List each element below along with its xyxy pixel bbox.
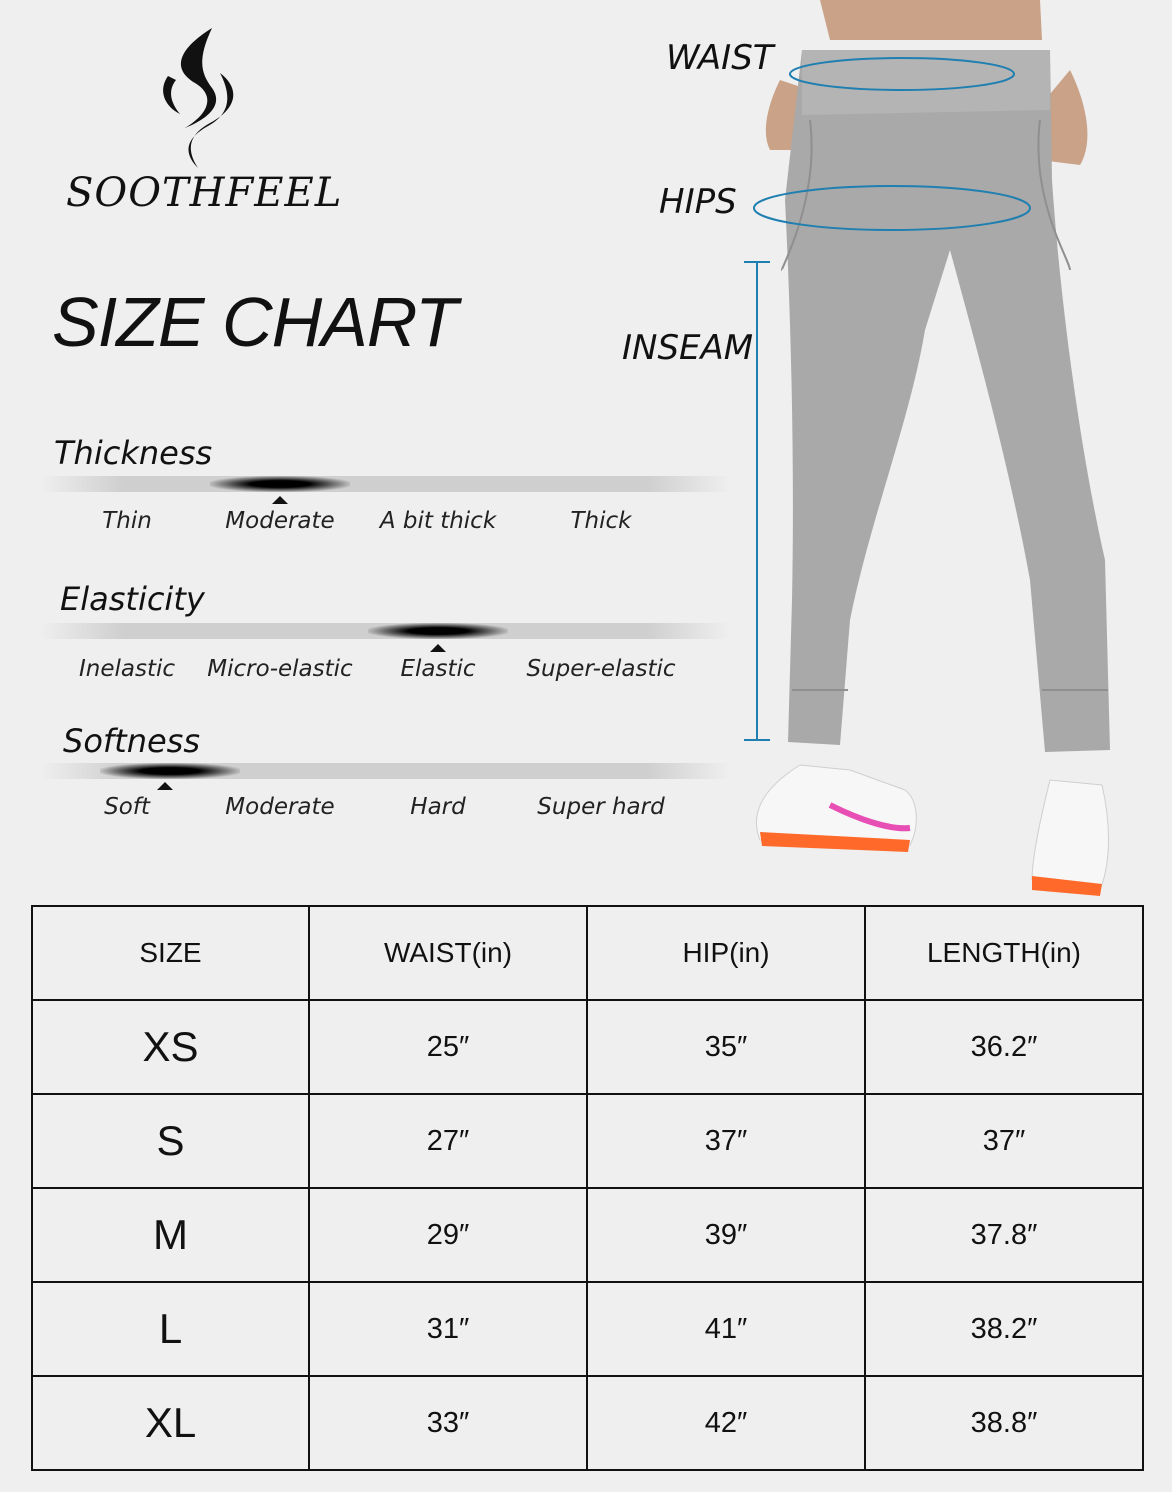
table-row <box>32 1000 1143 1094</box>
column-header: LENGTH(in) <box>865 906 1143 1000</box>
size-cell: XS <box>32 1000 309 1094</box>
column-header: SIZE <box>32 906 309 1000</box>
softness-scale-bar <box>40 763 730 779</box>
length-cell: 37″ <box>865 1094 1143 1188</box>
softness-pointer-icon <box>157 782 173 790</box>
column-header: WAIST(in) <box>309 906 587 1000</box>
size-cell: L <box>32 1282 309 1376</box>
model-pants-illustration <box>740 0 1172 905</box>
size-cell: S <box>32 1094 309 1188</box>
size-cell: XL <box>32 1376 309 1470</box>
hip-cell: 42″ <box>587 1376 865 1470</box>
waist-cell: 31″ <box>309 1282 587 1376</box>
thickness-pointer-icon <box>272 496 288 504</box>
softness-option: Super hard <box>537 794 665 820</box>
hip-cell: 39″ <box>587 1188 865 1282</box>
thickness-option: A bit thick <box>379 508 497 534</box>
thickness-option: Thick <box>570 508 632 534</box>
elasticity-scale-bar <box>40 623 730 639</box>
column-header: HIP(in) <box>587 906 865 1000</box>
table-row <box>32 1094 1143 1188</box>
softness-title: Softness <box>63 722 201 760</box>
waist-cell: 27″ <box>309 1094 587 1188</box>
softness-option: Hard <box>410 794 466 820</box>
brand-name: SOOTHFEEL <box>66 170 343 216</box>
waist-cell: 29″ <box>309 1188 587 1282</box>
elasticity-option: Super-elastic <box>526 656 676 682</box>
thickness-title: Thickness <box>54 434 213 472</box>
softness-option: Soft <box>104 794 150 820</box>
page-title: SIZE CHART <box>52 283 457 361</box>
elasticity-option: Elastic <box>400 656 476 682</box>
waist-cell: 33″ <box>309 1376 587 1470</box>
brand-logo-icon <box>150 28 250 168</box>
thickness-option: Moderate <box>225 508 335 534</box>
table-row <box>32 1188 1143 1282</box>
hip-cell: 35″ <box>587 1000 865 1094</box>
size-table <box>31 905 1144 1471</box>
length-cell: 38.2″ <box>865 1282 1143 1376</box>
table-header-row <box>32 906 1143 1000</box>
elasticity-pointer-icon <box>430 644 446 652</box>
softness-option: Moderate <box>225 794 335 820</box>
inseam-label: INSEAM <box>622 328 754 368</box>
length-cell: 38.8″ <box>865 1376 1143 1470</box>
elasticity-option: Inelastic <box>78 656 176 682</box>
table-row <box>32 1376 1143 1470</box>
length-cell: 37.8″ <box>865 1188 1143 1282</box>
table-row <box>32 1282 1143 1376</box>
waist-cell: 25″ <box>309 1000 587 1094</box>
thickness-option: Thin <box>102 508 152 534</box>
size-cell: M <box>32 1188 309 1282</box>
hip-cell: 41″ <box>587 1282 865 1376</box>
length-cell: 36.2″ <box>865 1000 1143 1094</box>
thickness-scale-bar <box>40 476 730 492</box>
hips-label: HIPS <box>659 182 737 222</box>
elasticity-option: Micro-elastic <box>207 656 353 682</box>
waist-label: WAIST <box>666 38 774 78</box>
elasticity-title: Elasticity <box>60 580 205 618</box>
hip-cell: 37″ <box>587 1094 865 1188</box>
